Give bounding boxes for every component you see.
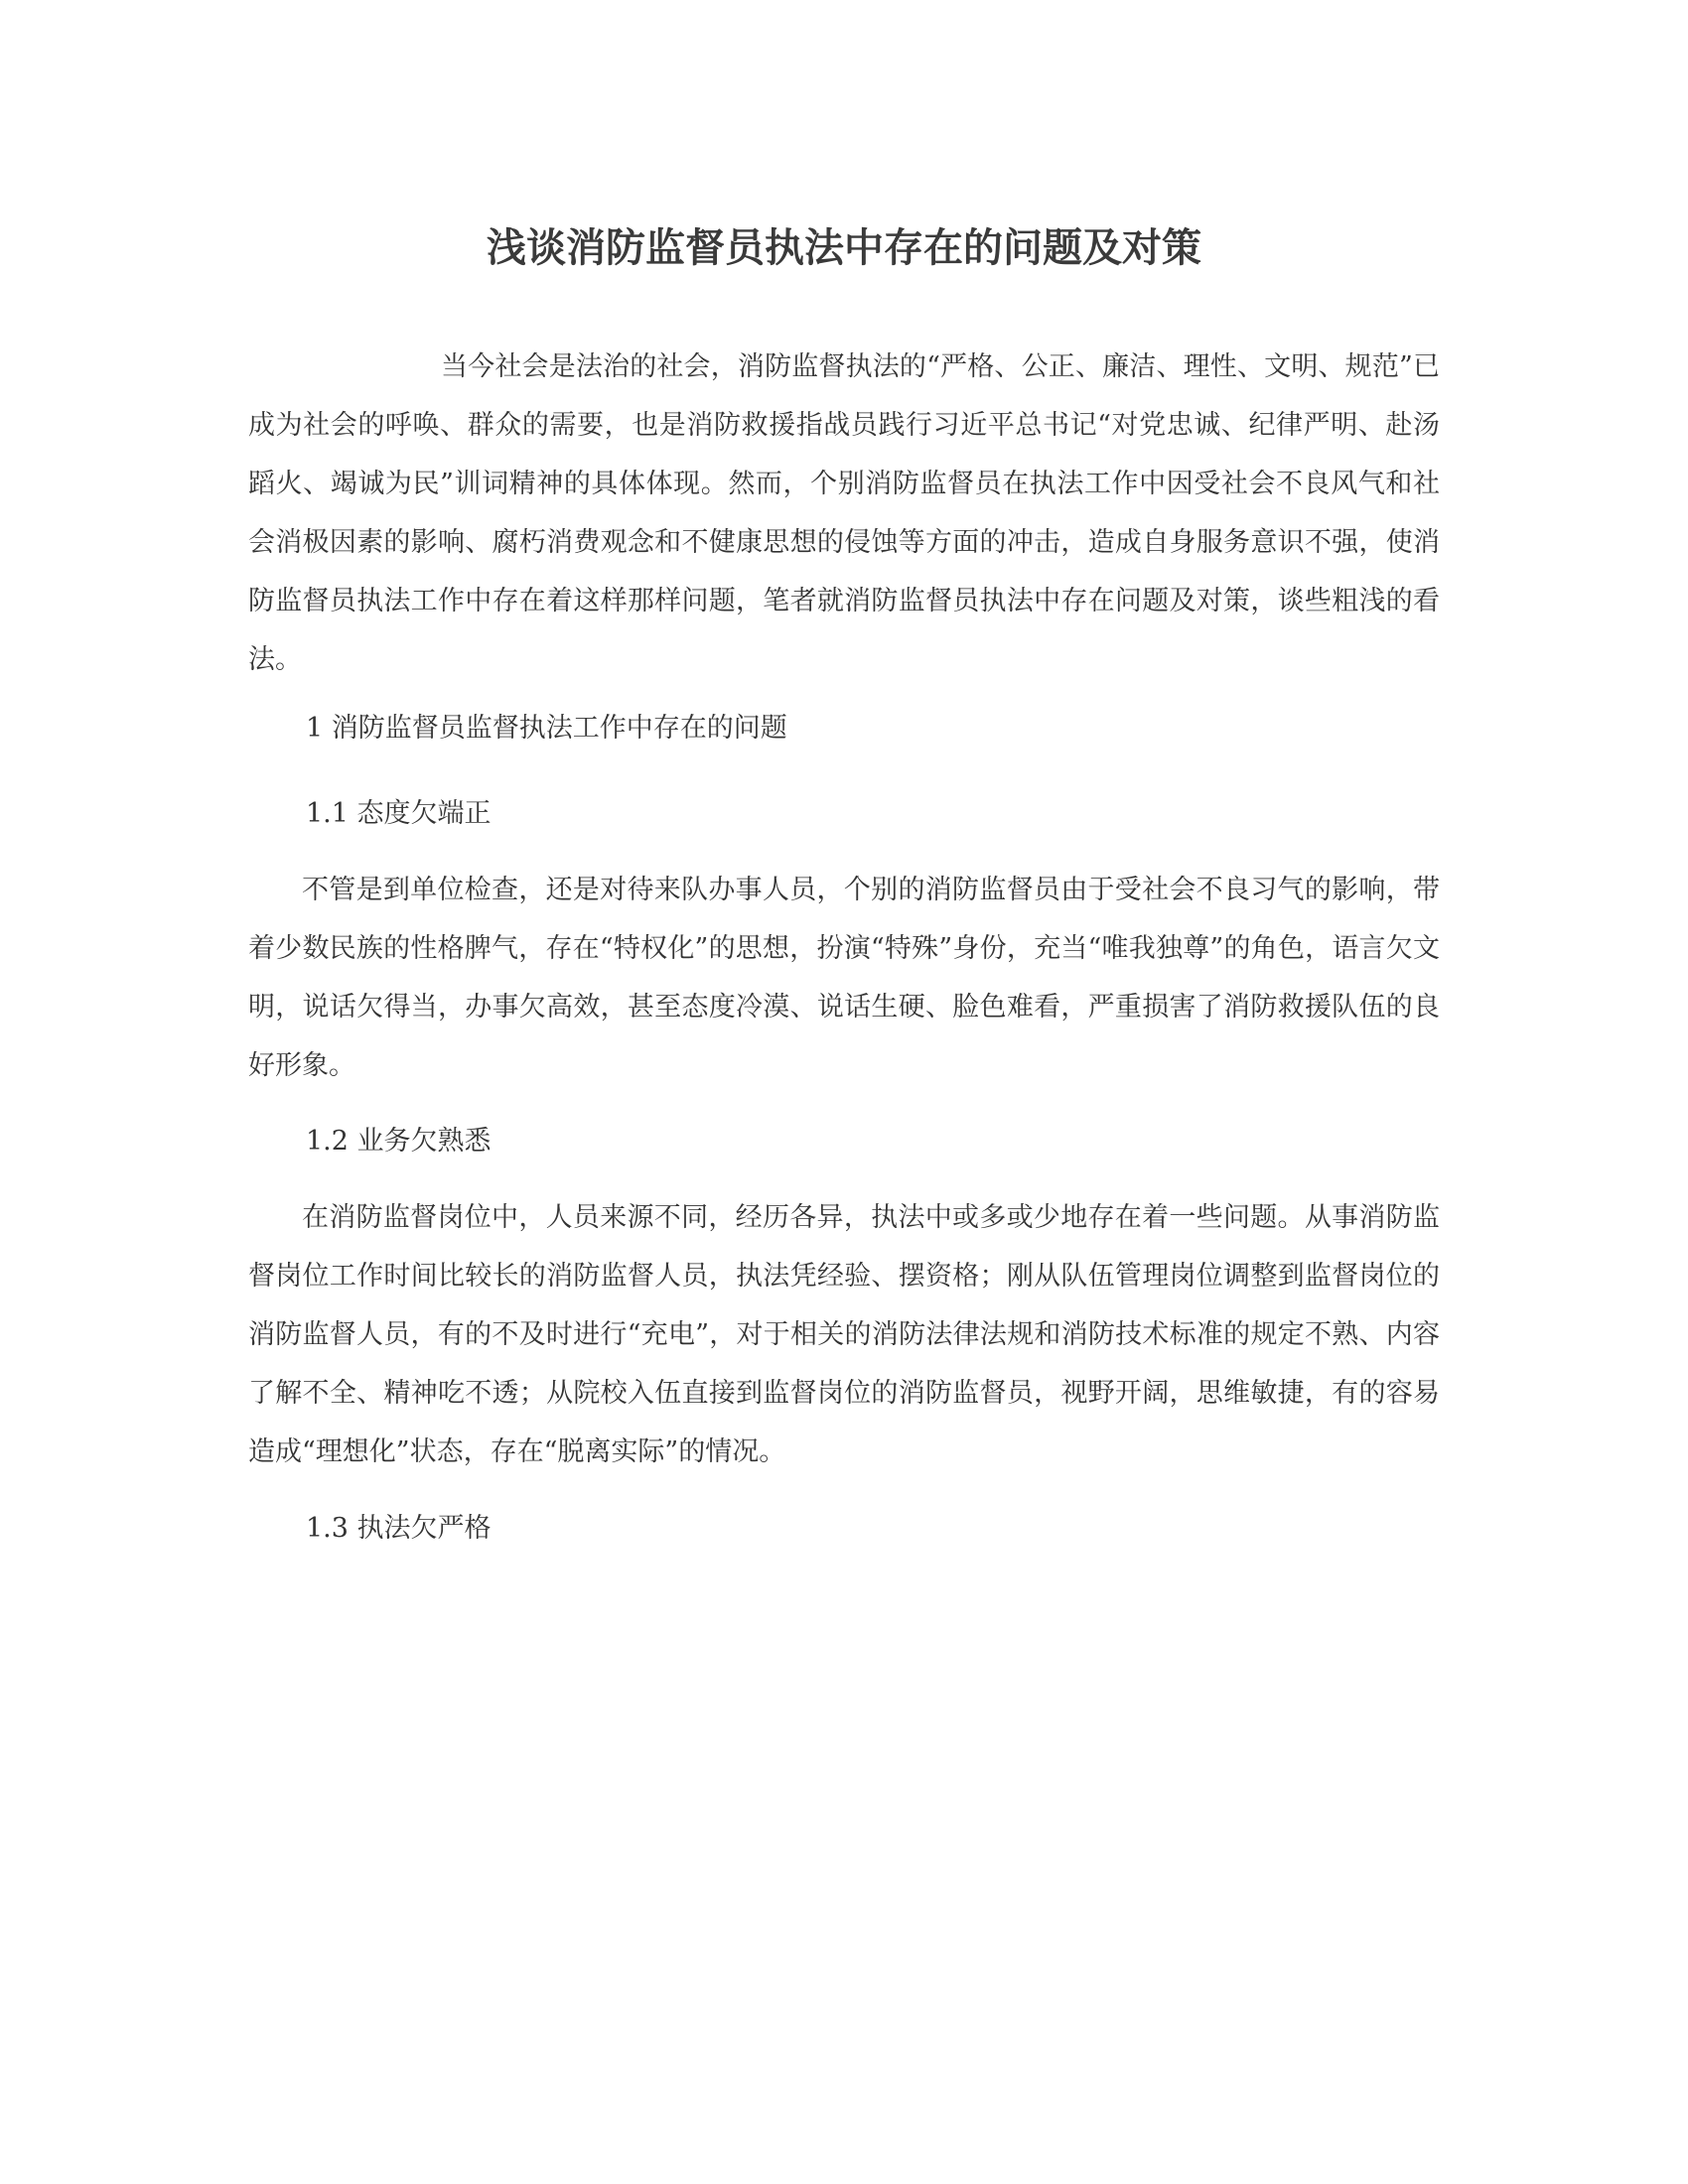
section-1-2-body: 在消防监督岗位中，人员来源不同，经历各异，执法中或多或少地存在着一些问题。从事消防监督岗位工作时间比较长的消防监督人员，执法凭经验、摆资格；刚从队伍管理岗位调整到监督岗位的消防监督人员，有的不及时进行“充电”，对于相关的消防法律法规和消防技术标准的规定不熟、内容了解不全、精神吃不透；从院校入伍直接到监督岗位的消防监督员，视野开阔，思维敏捷，有的容易造成“理想化”状态，存在“脱离实际”的情况。 [248,1202,1440,1467]
section-1-1-body: 不管是到单位检查，还是对待来队办事人员，个别的消防监督员由于受社会不良习气的影响，带着少数民族的性格脾气，存在“特权化”的思想，扮演“特殊”身份，充当“唯我独尊”的角色，语言欠文明，说话欠得当，办事欠高效，甚至态度冷漠、说话生硬、脸色难看，严重损害了消防救援队伍的良好形象。 [248,875,1440,1081]
section-1-heading: 1 消防监督员监督执法工作中存在的问题 [306,713,787,744]
intro-paragraph: 当今社会是法治的社会，消防监督执法的“严格、公正、廉洁、理性、文明、规范”已成为社会的呼唤、群众的需要，也是消防救援指战员践行习近平总书记“对党忠诚、纪律严明、赴汤蹈火、竭诚为民”训词精神的具体体现。然而，个别消防监督员在执法工作中因受社会不良风气和社会消极因素的影响、腐朽消费观念和不健康思想的侵蚀等方面的冲击，造成自身服务意识不强，使消防监督员执法工作中存在着这样那样问题，笔者就消防监督员执法中存在问题及对策，谈些粗浅的看法。 [248,351,1440,675]
section-1-3-heading: 1.3 执法欠严格 [306,1513,492,1544]
document-title: 浅谈消防监督员执法中存在的问题及对策 [487,225,1201,271]
section-1-1-heading: 1.1 态度欠端正 [306,798,492,829]
section-1-2-heading: 1.2 业务欠熟悉 [306,1126,492,1157]
